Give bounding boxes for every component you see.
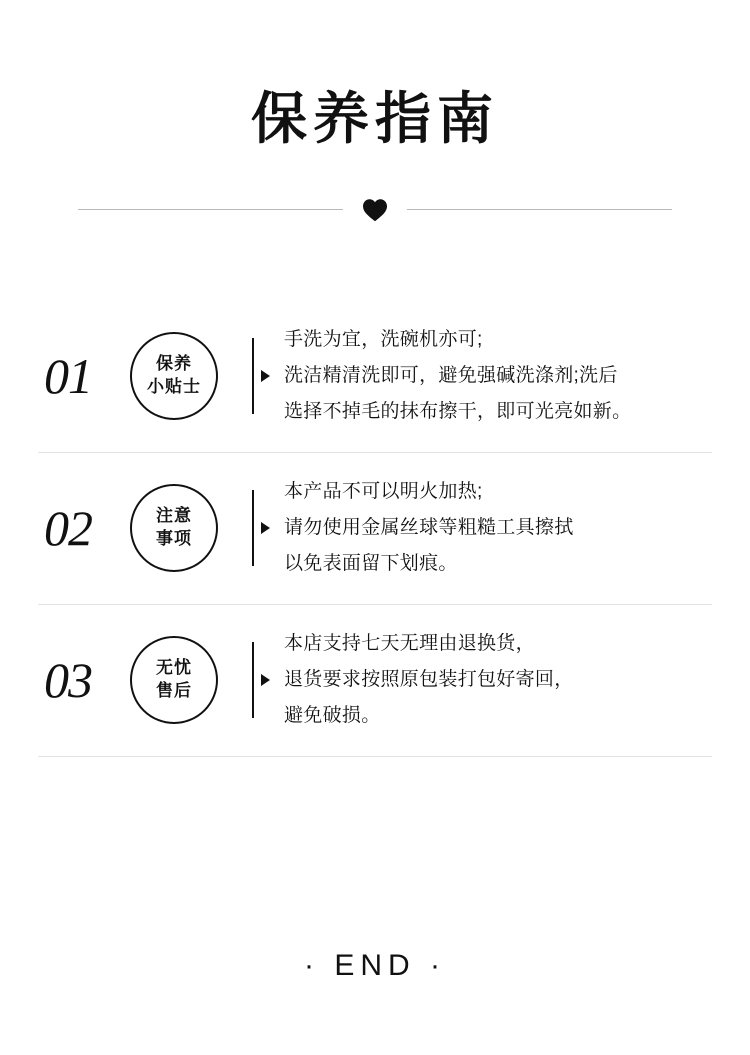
end-block	[0, 949, 750, 983]
heart-icon	[343, 198, 407, 222]
item-badge-line2: 小贴士	[147, 376, 201, 396]
vertical-bar	[252, 642, 254, 718]
item-number: 03	[44, 652, 92, 709]
item-badge	[130, 484, 218, 572]
heart-divider	[0, 198, 750, 222]
item-text-line: 避免破损。	[284, 705, 381, 727]
item-text-line: 本店支持七天无理由退换货，	[284, 633, 535, 655]
item-badge-line2: 售后	[156, 681, 192, 701]
item-text-line: 退货要求按照原包装打包好寄回，	[284, 669, 574, 691]
item-text-line: 请勿使用金属丝球等粗糙工具擦拭	[284, 517, 574, 539]
vertical-bar	[252, 490, 254, 566]
item-text-line: 洗洁精清洗即可，避免强碱洗涤剂;洗后	[284, 364, 618, 386]
item-number: 02	[44, 500, 92, 557]
vertical-bar	[252, 338, 254, 414]
item-number: 01	[44, 347, 92, 404]
triangle-right-icon	[261, 522, 270, 534]
arrow-marker	[252, 642, 270, 718]
care-items-list	[0, 300, 750, 756]
list-item	[38, 300, 712, 452]
list-item	[38, 452, 712, 604]
triangle-right-icon	[261, 674, 270, 686]
item-text-line: 以免表面留下划痕。	[284, 553, 458, 575]
item-badge	[130, 636, 218, 724]
list-item	[38, 604, 712, 756]
item-badge-line2: 事项	[156, 529, 192, 549]
item-badge-line1: 注意	[156, 506, 192, 526]
end-label: · END ·	[304, 949, 446, 982]
arrow-marker	[252, 490, 270, 566]
item-badge	[130, 332, 218, 420]
triangle-right-icon	[261, 370, 270, 382]
item-text-line: 手洗为宜，洗碗机亦可;	[284, 328, 483, 350]
divider-rule-right	[407, 209, 672, 210]
item-text	[284, 477, 712, 579]
item-badge-line1: 无忧	[156, 658, 192, 678]
item-badge-line1: 保养	[156, 353, 192, 373]
arrow-marker	[252, 338, 270, 414]
page-title: 保养指南	[251, 87, 499, 150]
title-block	[0, 0, 750, 150]
item-text	[284, 325, 712, 427]
item-text-line: 选择不掉毛的抹布擦干，即可光亮如新。	[284, 400, 632, 422]
item-text-line: 本产品不可以明火加热;	[284, 481, 483, 503]
divider-rule-left	[78, 209, 343, 210]
bottom-divider	[38, 756, 712, 757]
item-text	[284, 629, 712, 731]
